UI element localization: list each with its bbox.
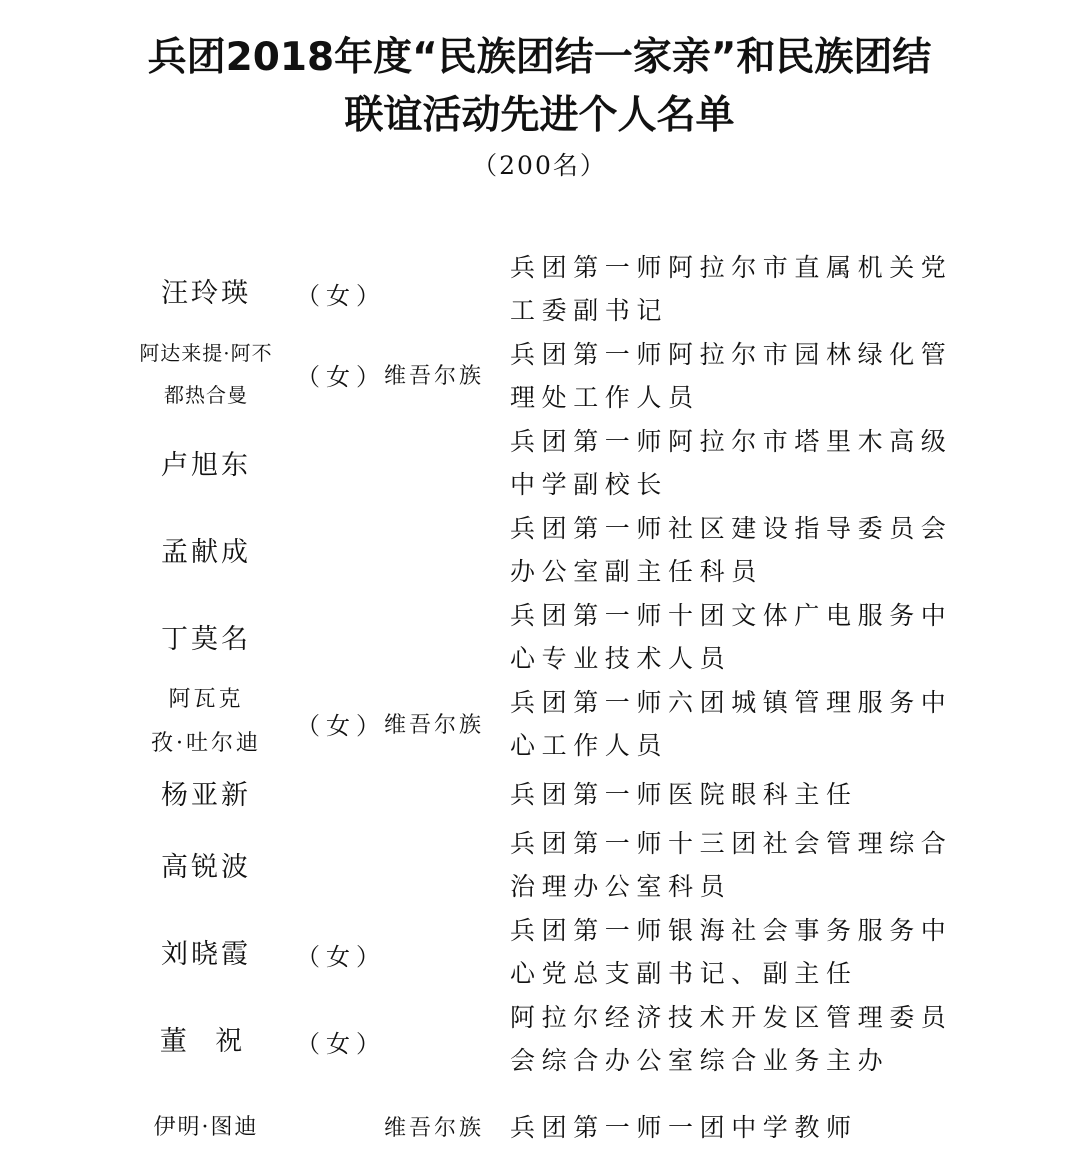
work-unit-line: 理处工作人员 (510, 383, 700, 412)
work-unit-line: 兵团第一师十三团社会管理综合 (510, 829, 953, 858)
person-name (138, 332, 274, 416)
person-name: 刘晓霞 (161, 939, 251, 970)
work-unit (510, 996, 953, 1082)
work-unit-line: 阿拉尔经济技术开发区管理委员 (510, 1003, 953, 1032)
gender-label: （女） (296, 282, 386, 310)
work-unit (510, 822, 953, 908)
work-unit (510, 773, 930, 816)
work-unit-line: 中学副校长 (510, 470, 669, 499)
work-unit-line: 心党总支副书记、副主任 (510, 959, 858, 988)
work-unit (510, 420, 953, 506)
gender-label: （女） (296, 363, 386, 391)
work-unit-line: 兵团第一师十团文体广电服务中 (510, 601, 953, 630)
person-name: 孟献成 (161, 537, 251, 568)
work-unit-line: 办公室副主任科员 (510, 557, 763, 586)
work-unit (510, 507, 953, 593)
work-unit (510, 681, 953, 767)
person-name: 汪玲瑛 (161, 278, 251, 309)
work-unit-line: 兵团第一师六团城镇管理服务中 (510, 688, 953, 717)
gender-label: （女） (296, 943, 386, 971)
person-name-line: 阿瓦克 (168, 687, 244, 712)
page-title-line-1: 兵团2018年度“民族团结一家亲”和民族团结 (147, 35, 932, 80)
work-unit (510, 909, 953, 995)
work-unit-line: 兵团第一师阿拉尔市园林绿化管 (510, 340, 953, 369)
page-title-line-2: 联谊活动先进个人名单 (344, 93, 735, 138)
work-unit-line: 兵团第一师阿拉尔市塔里木高级 (510, 427, 953, 456)
work-unit (510, 1106, 930, 1149)
work-unit-line: 兵团第一师一团中学教师 (510, 1113, 858, 1142)
person-name-line: 都热合曼 (164, 383, 248, 407)
person-name: 丁莫名 (161, 624, 251, 655)
person-name-line: 阿达来提·阿不 (139, 341, 273, 365)
work-unit-line: 心专业技术人员 (510, 644, 732, 673)
gender-label: （女） (296, 712, 386, 740)
person-name: 董 祝 (159, 1026, 253, 1057)
work-unit-line: 兵团第一师阿拉尔市直属机关党 (510, 253, 953, 282)
person-name: 杨亚新 (161, 780, 251, 811)
work-unit-line: 会综合办公室综合业务主办 (510, 1046, 890, 1075)
person-name: 高锐波 (161, 852, 251, 883)
ethnicity-label: 维吾尔族 (384, 364, 485, 389)
work-unit-line: 工委副书记 (510, 296, 669, 325)
honoree-count: （200名） (472, 151, 607, 180)
work-unit-line: 兵团第一师社区建设指导委员会 (510, 514, 953, 543)
ethnicity-label: 维吾尔族 (384, 713, 485, 738)
work-unit (510, 594, 953, 680)
work-unit (510, 246, 953, 332)
work-unit-line: 治理办公室科员 (510, 872, 732, 901)
work-unit-line: 兵团第一师医院眼科主任 (510, 780, 858, 809)
person-name: 伊明·图迪 (153, 1115, 259, 1140)
work-unit (510, 333, 953, 419)
work-unit-line: 心工作人员 (510, 731, 669, 760)
person-name-line: 孜·吐尔迪 (151, 731, 261, 756)
work-unit-line: 兵团第一师银海社会事务服务中 (510, 916, 953, 945)
ethnicity-label: 维吾尔族 (384, 1116, 485, 1141)
person-name: 卢旭东 (161, 450, 251, 481)
gender-label: （女） (296, 1030, 386, 1058)
person-name (138, 678, 274, 766)
